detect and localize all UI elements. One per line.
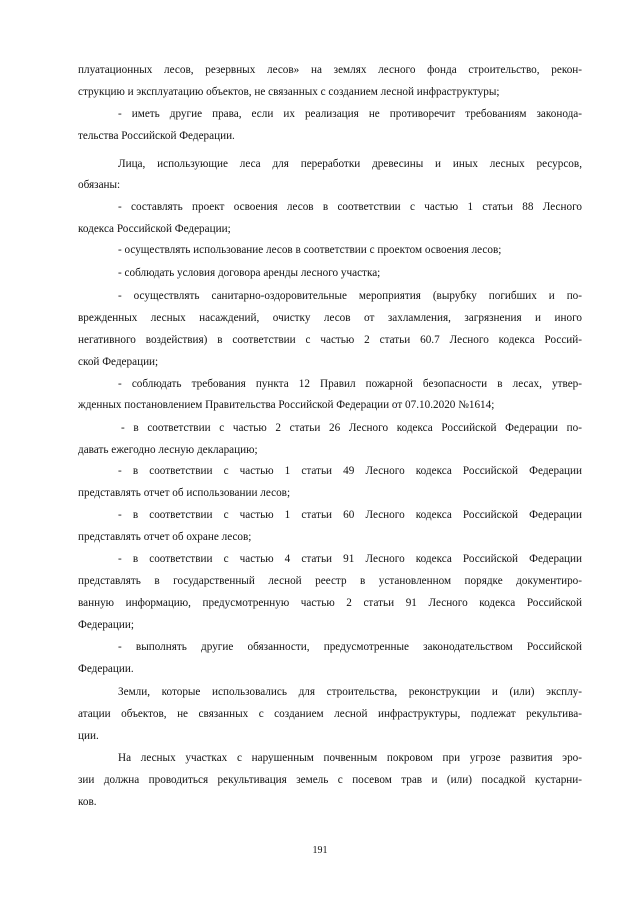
text-line: На лесных участках с нарушенным почвенным покровом при угрозе развития эро- <box>118 752 582 764</box>
text-line: представлять в государственный лесной реестр в установленном порядке документиро- <box>78 575 582 587</box>
text-line: - соблюдать требования пункта 12 Правил пожарной безопасности в лесах, утвер- <box>118 378 582 390</box>
text-line: кодекса Российской Федерации; <box>78 223 231 235</box>
text-line: негативного воздействия) в соответствии с частью 2 статьи 60.7 Лесного кодекса Россий- <box>78 334 582 346</box>
text-line: атации объектов, не связанных с созданием лесной инфраструктуры, подлежат рекультива- <box>78 708 582 720</box>
text-line: представлять отчет об использовании лесов; <box>78 487 291 499</box>
text-line: - в соответствии с частью 4 статьи 91 Лесного кодекса Российской Федерации <box>118 553 582 565</box>
text-line: ской Федерации; <box>78 356 159 368</box>
page-number: 191 <box>312 845 328 856</box>
text-line: врежденных лесных насаждений, очистку лесов от захламления, загрязнения и иного <box>78 312 582 324</box>
text-line: представлять отчет об охране лесов; <box>78 531 252 543</box>
text-line: Лица, использующие леса для переработки древесины и иных лесных ресурсов, <box>118 158 582 170</box>
text-line: - выполнять другие обязанности, предусмотренные законодательством Российской <box>118 641 582 653</box>
text-line: Федерации. <box>78 663 134 675</box>
text-line: Земли, которые использовались для строительства, реконструкции и (или) эксплу- <box>118 686 582 698</box>
text-line: давать ежегодно лесную декларацию; <box>78 444 258 456</box>
text-line: - соблюдать условия договора аренды лесного участка; <box>118 267 381 279</box>
text-line: зии должна проводиться рекультивация земель с посевом трав и (или) посадкой кустарни- <box>78 774 582 786</box>
text-line: жденных постановлением Правительства Российской Федерации от 07.10.2020 №1614; <box>78 399 495 411</box>
text-line: - составлять проект освоения лесов в соответствии с частью 1 статьи 88 Лесного <box>118 201 582 213</box>
text-line: обязаны: <box>78 179 121 191</box>
text-line: - осуществлять использование лесов в соответствии с проектом освоения лесов; <box>118 244 502 256</box>
text-line: - в соответствии с частью 1 статьи 60 Лесного кодекса Российской Федерации <box>118 509 582 521</box>
text-line: - иметь другие права, если их реализация не противоречит требованиям законода- <box>118 108 582 120</box>
text-line: ков. <box>78 796 97 808</box>
text-line: плуатационных лесов, резервных лесов» на землях лесного фонда строительство, рекон- <box>78 64 582 76</box>
text-line: - в соответствии с частью 2 статьи 26 Лесного кодекса Российской Федерации по- <box>121 422 582 434</box>
text-line: струкцию и эксплуатацию объектов, не связанных с созданием лесной инфраструктуры; <box>78 86 500 98</box>
text-line: - в соответствии с частью 1 статьи 49 Лесного кодекса Российской Федерации <box>118 465 582 477</box>
text-line: Федерации; <box>78 619 134 631</box>
text-line: тельства Российской Федерации. <box>78 130 235 142</box>
text-line: ции. <box>78 730 99 742</box>
text-line: - осуществлять санитарно-оздоровительные мероприятия (вырубку погибших и по- <box>118 290 582 302</box>
text-line: ванную информацию, предусмотренную частью 2 статьи 91 Лесного кодекса Российской <box>78 597 582 609</box>
